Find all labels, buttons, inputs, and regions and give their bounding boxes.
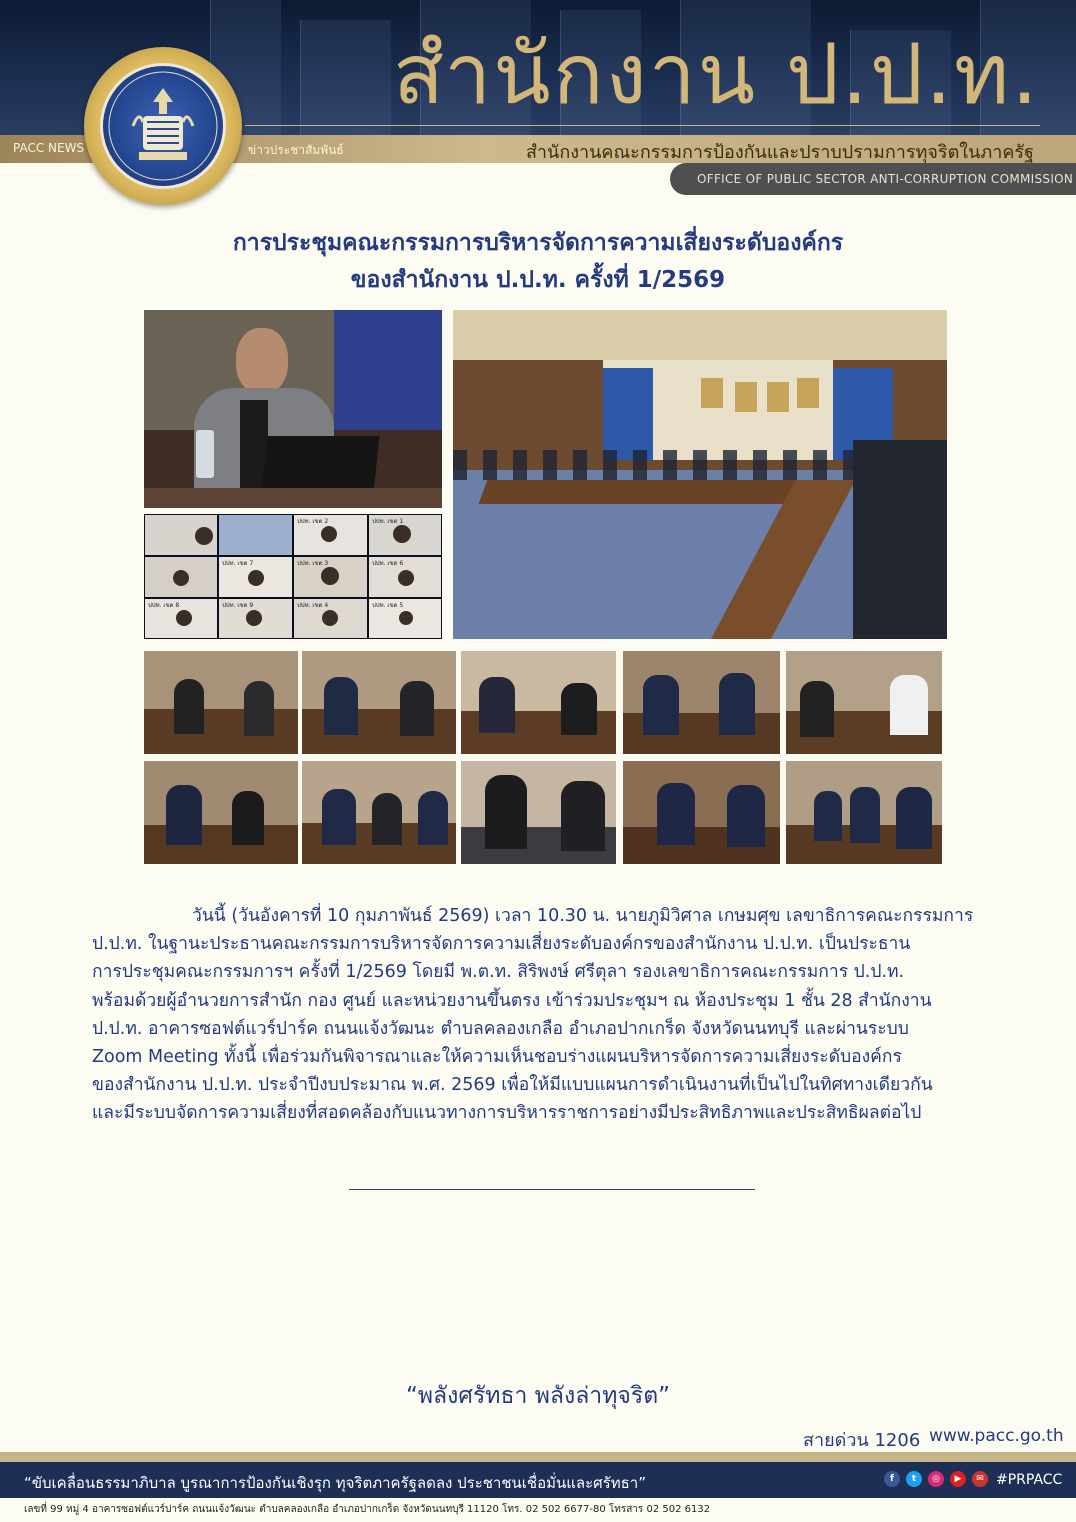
zoom-tile-label: ปปท. เขต 6 xyxy=(372,560,404,567)
participants-photo-2 xyxy=(302,651,456,754)
zoom-tile-label: ปปท. เขต 9 xyxy=(222,602,254,609)
participants-photo-1 xyxy=(144,651,298,754)
header-divider xyxy=(245,125,1040,126)
line-icon[interactable]: ✉ xyxy=(972,1471,988,1487)
zoom-tile-label: ปปท. เขต 5 xyxy=(372,602,404,609)
body-line: ของสำนักงาน ป.ป.ท. ประจำปีงบประมาณ พ.ศ. 2569 เพื่อให้มีแบบแผนการดำเนินงานที่เป็นไปในทิศทางเดียวกัน xyxy=(92,1075,933,1096)
zoom-meeting-photo xyxy=(144,514,442,639)
motto: “พลังศรัทธา พลังล่าทุจริต” xyxy=(405,1383,671,1409)
news-category-label: ข่าวประชาสัมพันธ์ xyxy=(248,143,344,157)
footer-gold-band xyxy=(0,1452,1076,1462)
participants-photo-3 xyxy=(461,651,616,754)
participants-photo-5 xyxy=(786,651,942,754)
footer-address: เลขที่ 99 หมู่ 4 อาคารซอฟต์แวร์ปาร์ค ถนนแจ้งวัฒนะ ตำบลคลองเกลือ อำเภอปากเกร็ด จังหวัดนนทบุรี 11120 โทร. 02 502 6677-80 โทรสาร 02 502 6132 xyxy=(24,1504,711,1515)
instagram-icon[interactable]: ◎ xyxy=(928,1471,944,1487)
youtube-icon[interactable]: ▶ xyxy=(950,1471,966,1487)
article-title-line2: ของสำนักงาน ป.ป.ท. ครั้งที่ 1/2569 xyxy=(350,267,726,293)
body-line: วันนี้ (วันอังคารที่ 10 กุมภาพันธ์ 2569) เวลา 10.30 น. นายภูมิวิศาล เกษมศุข เลขาธิการคณะกรรมการ xyxy=(192,906,974,926)
zoom-tile-label: ปปท. เขต 1 xyxy=(372,518,404,525)
hotline: สายด่วน 1206 xyxy=(803,1430,921,1451)
participants-photo-8 xyxy=(461,761,616,864)
body-line: การประชุมคณะกรรมการฯ ครั้งที่ 1/2569 โดยมี พ.ต.ท. สิริพงษ์ ศรีตุลา รองเลขาธิการคณะกรรมการ ป.ป.ท. xyxy=(92,962,905,983)
pacc-news-label: PACC NEWS xyxy=(13,141,85,155)
hashtag: #PRPACC xyxy=(996,1472,1063,1488)
section-divider xyxy=(349,1189,755,1190)
zoom-tile-label: ปปท. เขต 4 xyxy=(297,602,329,609)
footer-slogan: “ขับเคลื่อนธรรมาภิบาล บูรณาการป้องกันเชิงรุก ทุจริตภาครัฐลดลง ประชาชนเชื่อมั่นและศรัทธา” xyxy=(24,1474,646,1492)
article-body xyxy=(92,902,990,1128)
twitter-icon[interactable]: t xyxy=(906,1471,922,1487)
participants-photo-9 xyxy=(623,761,780,864)
participants-photo-6 xyxy=(144,761,298,864)
website-link[interactable]: www.pacc.go.th xyxy=(929,1426,1064,1446)
body-line: พร้อมด้วยผู้อำนวยการสำนัก กอง ศูนย์ และหน่วยงานขึ้นตรง เข้าร่วมประชุมฯ ณ ห้องประชุม 1 ชั้น 28 สำนักงาน xyxy=(92,990,932,1011)
agency-name-th: สำนักงานคณะกรรมการป้องกันและปราบปรามการทุจริตในภาครัฐ xyxy=(525,142,1034,163)
meeting-room-photo xyxy=(453,310,947,639)
participants-photo-10 xyxy=(786,761,942,864)
body-line: และมีระบบจัดการความเสี่ยงที่สอดคล้องกับแนวทางการบริหารราชการอย่างมีประสิทธิภาพและประสิทธิผลต่อไป xyxy=(92,1103,922,1124)
page-header xyxy=(0,0,1076,205)
zoom-tile-label: ปปท. เขต 8 xyxy=(148,602,180,609)
zoom-grid xyxy=(144,514,442,639)
zoom-tile-label: ปปท. เขต 7 xyxy=(222,560,254,567)
participants-photo-7 xyxy=(302,761,456,864)
agency-name-en: OFFICE OF PUBLIC SECTOR ANTI-CORRUPTION COMMISSION xyxy=(697,172,1074,186)
chairman-photo xyxy=(144,310,442,508)
body-line: ป.ป.ท. ในฐานะประธานคณะกรรมการบริหารจัดการความเสี่ยงระดับองค์กรของสำนักงาน ป.ป.ท. เป็นประธาน xyxy=(92,934,911,955)
facebook-icon[interactable]: f xyxy=(884,1471,900,1487)
body-line: Zoom Meeting ทั้งนี้ เพื่อร่วมกันพิจารณาและให้ความเห็นชอบร่างแผนบริหารจัดการความเสี่ยงระดับองค์กร xyxy=(92,1046,902,1067)
participants-photo-4 xyxy=(623,651,780,754)
zoom-tile-label: ปปท. เขต 2 xyxy=(297,518,329,525)
body-line: ป.ป.ท. อาคารซอฟต์แวร์ปาร์ค ถนนแจ้งวัฒนะ ตำบลคลองเกลือ อำเภอปากเกร็ด จังหวัดนนทบุรี และผ่านระบบ xyxy=(92,1018,909,1039)
pacc-seal-logo xyxy=(84,47,242,205)
article-title-line1: การประชุมคณะกรรมการบริหารจัดการความเสี่ยงระดับองค์กร xyxy=(232,230,844,256)
seal-emblem-icon xyxy=(103,66,223,186)
zoom-tile-label: ปปท. เขต 3 xyxy=(297,560,329,567)
header-title: สำนักงาน ป.ป.ท. xyxy=(392,25,1040,123)
